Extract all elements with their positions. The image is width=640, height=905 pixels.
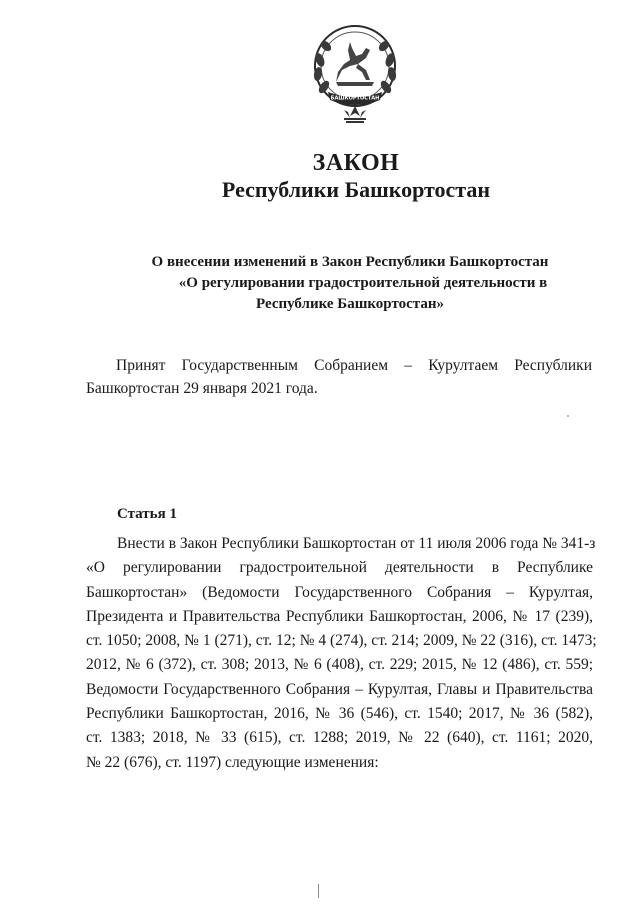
article-line: ст. 1050; 2008, № 1 (271), ст. 12; № 4 (274), ст. 214; 2009, № 22 (316), ст. 1473;	[86, 632, 597, 650]
article-body	[86, 532, 597, 775]
law-subtitle: Республики Башкортостан	[221, 177, 491, 202]
article-line: № 22 (676), ст. 1197) следующие изменения:	[86, 753, 379, 771]
article-line: Ведомости Государственного Собрания – Курултая, Главы и Правительства	[86, 680, 593, 698]
article-line: Башкортостан» (Ведомости Государственного Собрания – Курултая,	[86, 583, 593, 601]
article-line: 2012, № 6 (372), ст. 308; 2013, № 6 (408), ст. 229; 2015, № 12 (486), ст. 559;	[86, 656, 593, 674]
scan-mark	[318, 884, 319, 898]
article-line: «О регулировании градостроительной деятельности в Республике	[86, 559, 593, 577]
subject-line: Республике Башкортостан»	[256, 296, 444, 312]
adoption-line: Принят Государственным Собранием – Курултаем Республики	[116, 357, 592, 374]
article-line: Республики Башкортостан, 2016, № 36 (546), ст. 1540; 2017, № 36 (582),	[86, 705, 593, 723]
scan-dot	[567, 415, 569, 417]
law-subject-heading	[120, 252, 580, 315]
adoption-statement	[86, 354, 592, 400]
article-title: Статья 1	[117, 506, 177, 522]
law-title: ЗАКОН	[312, 150, 400, 176]
coat-of-arms-emblem	[306, 20, 404, 124]
subject-line: «О регулировании градостроительной деятельности в	[178, 275, 548, 291]
article-line: ст. 1383; 2018, № 33 (615), ст. 1288; 2019, № 22 (640), ст. 1161; 2020,	[86, 729, 593, 747]
article-line: Внести в Закон Республики Башкортостан от 11 июля 2006 года № 341-з	[117, 535, 596, 552]
emblem-ribbon-text: БАШКОРТОСТАН	[330, 95, 380, 102]
article-line: Президента и Правительства Республики Башкортостан, 2006, № 17 (239),	[86, 607, 593, 625]
adoption-line: Башкортостан 29 января 2021 года.	[86, 380, 318, 397]
subject-line: О внесении изменений в Закон Республики Башкортостан	[151, 254, 549, 270]
